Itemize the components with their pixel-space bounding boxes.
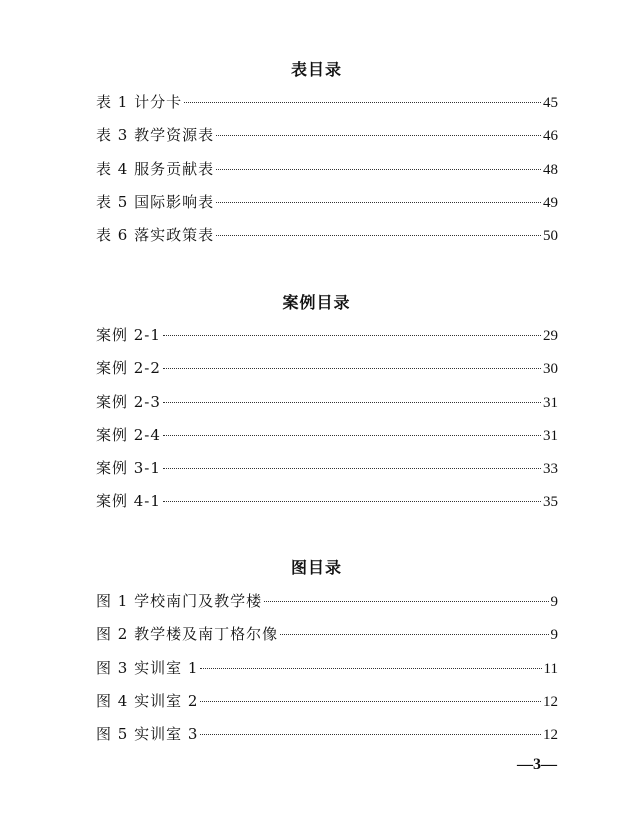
toc-entry-page: 31 [543, 427, 558, 444]
toc-entry-label: 图 5 实训室 3 [96, 725, 199, 744]
toc-entry-label: 案例 3-1 [96, 459, 161, 478]
dot-leader [163, 335, 541, 336]
figures-section-title: 图目录 [290, 558, 342, 577]
dot-leader [163, 468, 541, 469]
toc-entry[interactable] [96, 658, 558, 691]
dot-leader [163, 402, 541, 403]
toc-entry-label: 表 6 落实政策表 [96, 226, 215, 245]
cases-section-title: 案例目录 [282, 293, 351, 312]
toc-entry-page: 11 [543, 660, 558, 677]
toc-entry-page: 45 [543, 95, 558, 111]
toc-entry-page: 12 [543, 727, 558, 744]
toc-entry-label: 案例 4-1 [96, 492, 161, 511]
toc-entry-label: 图 3 实训室 1 [96, 658, 199, 677]
tables-section-title: 表目录 [290, 60, 342, 79]
toc-entry-page: 29 [543, 328, 558, 344]
toc-entry-label: 图 2 教学楼及南丁格尔像 [96, 625, 279, 644]
toc-entry-label: 案例 2-3 [96, 392, 161, 411]
toc-entry-page: 30 [543, 361, 558, 378]
toc-entry[interactable] [96, 225, 558, 258]
toc-entry-label: 图 1 学校南门及教学楼 [96, 592, 263, 610]
dot-leader [200, 701, 541, 702]
dot-leader [184, 102, 541, 103]
toc-entry-label: 表 1 计分卡 [96, 93, 183, 111]
toc-entry[interactable] [96, 92, 558, 125]
toc-entry-label: 图 4 实训室 2 [96, 691, 199, 710]
toc-entry[interactable] [96, 491, 558, 524]
toc-entry-page: 12 [543, 693, 558, 710]
toc-entry[interactable] [96, 724, 558, 757]
toc-entry[interactable] [96, 358, 558, 391]
toc-entry-page: 49 [543, 194, 558, 211]
toc-entry-page: 35 [543, 494, 558, 511]
page-number: —3— [517, 756, 557, 773]
toc-entry-page: 9 [550, 594, 558, 610]
dot-leader [163, 368, 541, 369]
toc-entry-page: 33 [543, 461, 558, 478]
toc-entry[interactable] [96, 325, 558, 358]
dot-leader [280, 634, 548, 635]
dot-leader [216, 202, 541, 203]
toc-entry-label: 表 5 国际影响表 [96, 192, 215, 211]
toc-entry-page: 31 [543, 394, 558, 411]
toc-entry-page: 50 [543, 228, 558, 245]
toc-entry-label: 案例 2-4 [96, 425, 161, 444]
toc-entry-label: 表 4 服务贡献表 [96, 159, 215, 178]
tables-toc-list [96, 92, 558, 258]
toc-entry[interactable] [96, 159, 558, 192]
toc-entry-page: 9 [550, 627, 558, 644]
toc-entry[interactable] [96, 691, 558, 724]
toc-entry[interactable] [96, 192, 558, 225]
dot-leader [163, 501, 541, 502]
toc-entry-label: 案例 2-2 [96, 359, 161, 378]
dot-leader [264, 601, 548, 602]
cases-toc-list [96, 325, 558, 525]
dot-leader [216, 235, 541, 236]
toc-entry-label: 案例 2-1 [96, 326, 161, 344]
toc-entry[interactable] [96, 624, 558, 657]
toc-entry[interactable] [96, 392, 558, 425]
dot-leader [163, 435, 541, 436]
toc-entry[interactable] [96, 125, 558, 158]
toc-entry-page: 46 [543, 128, 558, 145]
toc-entry[interactable] [96, 425, 558, 458]
toc-entry-page: 48 [543, 161, 558, 178]
dot-leader [200, 734, 541, 735]
dot-leader [200, 668, 541, 669]
figures-toc-list [96, 591, 558, 757]
toc-entry[interactable] [96, 591, 558, 624]
dot-leader [216, 169, 541, 170]
toc-entry-label: 表 3 教学资源表 [96, 126, 215, 145]
dot-leader [216, 135, 541, 136]
toc-entry[interactable] [96, 458, 558, 491]
